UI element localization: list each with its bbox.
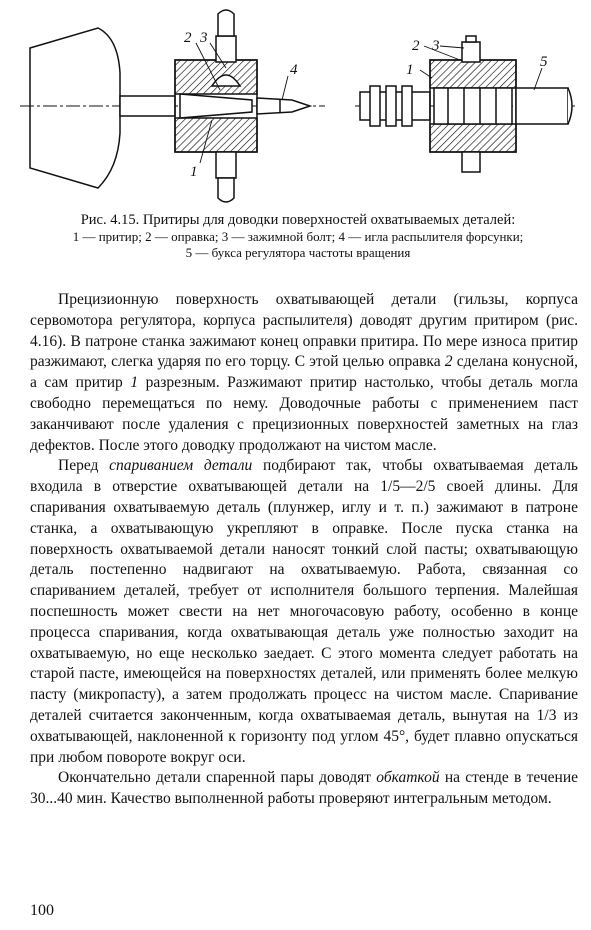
callout-right-3: 1	[406, 62, 414, 78]
caption-legend-line-1: 1 — притир; 2 — оправка; 3 — зажимной болт; 4 — игла распылителя форсунки;	[72, 229, 524, 244]
italic-run: 1	[130, 374, 139, 392]
right-clamp-bolt	[462, 42, 480, 62]
paragraph-2	[30, 456, 578, 768]
figure-lapping-tools	[20, 8, 580, 208]
injector-needle	[257, 98, 310, 114]
italic-run: спариванием детали	[109, 457, 253, 475]
paragraph-1	[30, 290, 578, 456]
arbor-shaft	[120, 96, 175, 116]
lathe-chuck	[30, 28, 120, 188]
left-drawing	[20, 10, 325, 202]
figure-caption	[20, 212, 576, 261]
callout-right-2: 3	[432, 38, 440, 54]
text-run: подбирают так, чтобы охватываемая деталь входила в отверстие охватывающей детали на 1/5—2/5 своей длины. Для спаривания охватываемую деталь (плунжер, иглу и т. п.) зажимают в патроне станка, а охватывающую укрепляют в оправке. После пуска станка на поверхность охватываемой детали наносят тонкий слой пасты; охватывающую деталь постепенно надвигают на охватываемую. Работа, связанная со спариванием деталей, требует от исполнителя большого терпения. Малейшая поспешность может свести на нет многочасовую работу, особенно в конце процесса спаривания, когда охватывающая деталь уже полностью заходит на охватываемую, но еще несколько заедает. С этого момента следует работать на старой пасте, имеющейся на поверхностях деталей, или применять более мелкую пасту (микропасту), а затем продолжать процесс на чистом масле. Спаривание деталей считается законченным, когда охватываемая деталь, вынутая на 1/3 из охватывающей, наклоненной к горизонту под углом 45°, будет плавно опускаться при любом повороте вокруг оси.	[30, 457, 578, 766]
clamp-bolt	[216, 36, 236, 62]
page-number: 100	[30, 902, 54, 919]
callout-right-4: 5	[540, 54, 548, 70]
italic-run: обкаткой	[376, 769, 440, 787]
body-text	[30, 290, 578, 810]
right-holder-bottom	[430, 124, 516, 152]
lap-holder-top	[175, 60, 257, 94]
text-run: Перед	[58, 457, 110, 475]
text-run: Окончательно детали спаренной пары доводят	[58, 769, 377, 787]
paragraph-3	[30, 768, 578, 810]
callout-left-1: 2	[184, 30, 192, 46]
governor-bushing	[516, 88, 568, 124]
italic-run: 2	[444, 353, 453, 371]
text-run: сделана конусной, а сам притир	[30, 353, 578, 392]
lap-holder-bottom	[175, 118, 257, 152]
text-run: разрезным. Разжимают притир настолько, чтобы деталь могла свободно перемещаться по нему. Доводочные работы с применением паст заканчивают после удаления с прецизионных поверхностей заметных на глаз дефектов. После этого доводку продолжают на чистом масле.	[30, 374, 579, 454]
callout-right-1: 2	[412, 38, 420, 54]
right-holder-top	[430, 60, 516, 88]
callout-left-3: 4	[290, 62, 298, 78]
text-run: на стенде в течение 30...40 мин. Качество выполненной работы проверяют интегральным методом.	[30, 769, 579, 808]
callout-left-4: 1	[190, 164, 198, 180]
text-run: Прецизионную поверхность охватывающей детали (гильзы, корпуса сервомотора регулятора, корпуса распылителя) доводят другим притиром (рис. 4.16). В патроне станка зажимают конец оправки притира. По мере износа притир разжимают, слегка ударяя по его торцу. С этой целью оправка	[30, 291, 578, 371]
caption-title: Рис. 4.15. Притиры для доводки поверхностей охватываемых деталей:	[80, 212, 516, 228]
caption-legend-line-2: 5 — букса регулятора частоты вращения	[185, 245, 411, 260]
callout-left-2: 3	[200, 30, 208, 46]
